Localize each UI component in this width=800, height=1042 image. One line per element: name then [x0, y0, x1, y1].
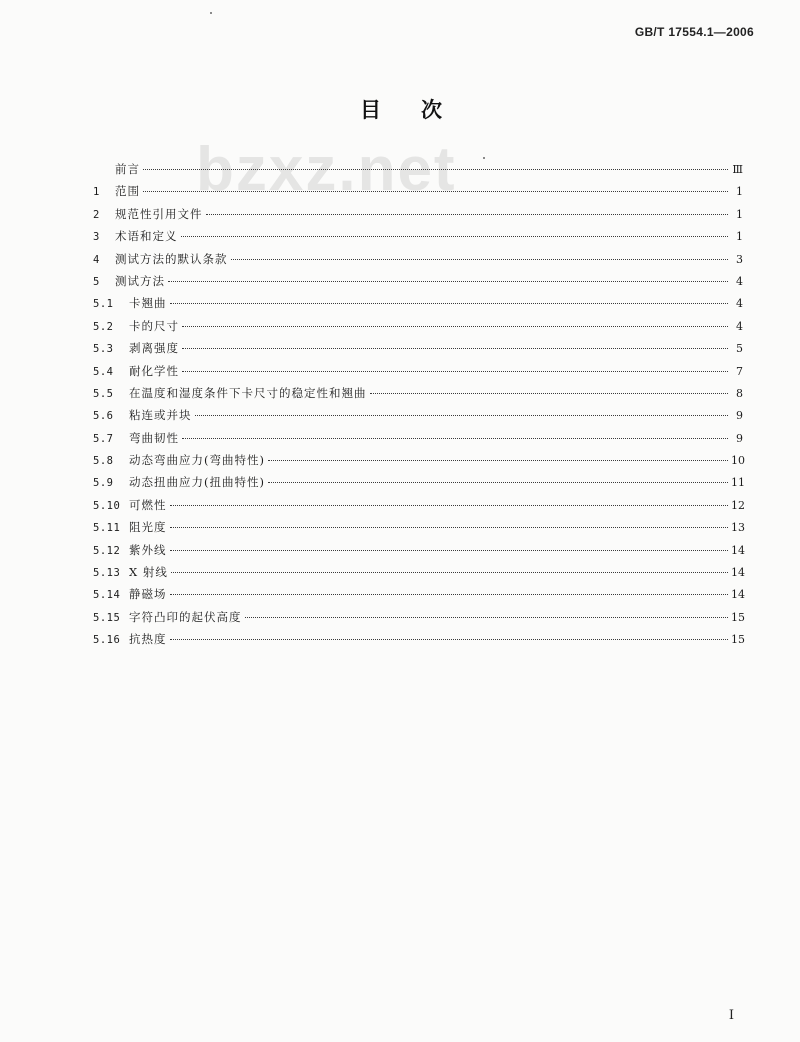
- toc-leader-dots: [182, 326, 728, 327]
- toc-entry-page: 15: [731, 633, 745, 647]
- toc-entry-page: 1: [736, 207, 743, 221]
- toc-entry-page: 14: [731, 543, 745, 557]
- toc-entry[interactable]: [93, 609, 743, 631]
- toc-entry-page: Ⅲ: [732, 163, 743, 176]
- scan-speck: [483, 157, 485, 159]
- toc-entry-number: 5.15: [93, 611, 121, 624]
- toc-entry-number: 3: [93, 231, 100, 244]
- toc-leader-dots: [181, 236, 729, 237]
- toc-entry-page: 5: [736, 342, 743, 356]
- toc-entry-page: 9: [736, 431, 743, 445]
- toc-entry[interactable]: [93, 161, 743, 183]
- toc-entry-title: 动态弯曲应力(弯曲特性): [129, 453, 265, 468]
- toc-entry[interactable]: [93, 206, 743, 228]
- toc-entry-page: 9: [736, 409, 743, 423]
- toc-entry-number: 2: [93, 208, 100, 221]
- page-number: I: [728, 1008, 734, 1023]
- toc-entry-page: 1: [736, 185, 743, 199]
- toc-entry-title: 卡的尺寸: [129, 318, 179, 333]
- toc-leader-dots: [370, 393, 729, 394]
- toc-entry-title: 弯曲韧性: [129, 430, 179, 445]
- toc-entry[interactable]: [93, 228, 743, 250]
- toc-entry[interactable]: [93, 273, 743, 295]
- toc-entry-number: 5.1: [93, 298, 114, 311]
- toc-entry-title: 抗热度: [129, 632, 167, 647]
- toc-entry-title: X 射线: [129, 565, 168, 580]
- toc-entry-page: 14: [731, 566, 745, 580]
- toc-entry[interactable]: [93, 497, 743, 519]
- toc-entry-page: 12: [731, 498, 745, 512]
- toc-entry-number: 5: [93, 275, 100, 288]
- toc-entry-number: 5.14: [93, 589, 121, 602]
- toc-entry-number: 5.10: [93, 499, 121, 512]
- toc-entry-number: 5.3: [93, 343, 114, 356]
- toc-entry-number: 5.8: [93, 455, 114, 468]
- toc-entry-page: 10: [731, 454, 745, 468]
- toc-entry-title: 测试方法: [115, 273, 165, 288]
- toc-entry[interactable]: [93, 340, 743, 362]
- toc-leader-dots: [182, 438, 728, 439]
- toc-entry[interactable]: [93, 295, 743, 317]
- toc-leader-dots: [171, 572, 728, 573]
- toc-leader-dots: [231, 259, 729, 260]
- toc-entry-title: 规范性引用文件: [115, 206, 203, 221]
- toc-leader-dots: [143, 169, 728, 170]
- toc-leader-dots: [170, 505, 729, 506]
- toc-entry-title: 范围: [115, 184, 140, 199]
- toc-leader-dots: [206, 214, 729, 215]
- toc-entry-number: 5.7: [93, 432, 114, 445]
- toc-entry-title: 粘连或并块: [129, 408, 192, 423]
- toc-entry-page: 8: [736, 386, 743, 400]
- watermark: bzxz.net: [196, 135, 457, 204]
- toc-entry-number: 4: [93, 253, 100, 266]
- toc-entry-title: 耐化学性: [129, 363, 179, 378]
- toc-entry-page: 4: [736, 274, 743, 288]
- toc-leader-dots: [170, 550, 729, 551]
- toc-leader-dots: [170, 594, 729, 595]
- toc-entry-page: 14: [731, 588, 745, 602]
- toc-entry-page: 13: [731, 521, 745, 535]
- toc-entry-number: 5.13: [93, 567, 121, 580]
- toc-entry-number: 5.6: [93, 410, 114, 423]
- toc-entry-number: 5.2: [93, 320, 114, 333]
- toc-entry-title: 阻光度: [129, 520, 167, 535]
- toc-title: 目次: [360, 97, 482, 122]
- toc-entry-page: 4: [736, 297, 743, 311]
- toc-leader-dots: [195, 415, 729, 416]
- toc-leader-dots: [143, 191, 728, 192]
- toc-entry-number: 1: [93, 186, 100, 199]
- toc-entry[interactable]: [93, 407, 743, 429]
- toc-entry-page: 4: [736, 319, 743, 333]
- toc-entry[interactable]: [93, 519, 743, 541]
- toc-entry-title: 可燃性: [129, 497, 167, 512]
- toc-entry-title: 在温度和湿度条件下卡尺寸的稳定性和翘曲: [129, 385, 367, 400]
- toc-leader-dots: [268, 482, 728, 483]
- toc-entry-title: 术语和定义: [115, 229, 178, 244]
- toc-entry-title: 测试方法的默认条款: [115, 251, 228, 266]
- toc-entry-title: 紫外线: [129, 542, 167, 557]
- toc-entry-title: 剥离强度: [129, 341, 179, 356]
- toc-leader-dots: [170, 639, 729, 640]
- toc-entry-page: 1: [736, 230, 743, 244]
- toc-entry[interactable]: [93, 183, 743, 205]
- toc-entry-number: 5.9: [93, 477, 114, 490]
- toc-leader-dots: [268, 460, 728, 461]
- toc-entry[interactable]: [93, 251, 743, 273]
- toc-entry-page: 11: [731, 476, 745, 490]
- scan-speck: [210, 12, 212, 14]
- toc-entry-number: 5.5: [93, 387, 114, 400]
- toc-entry-page: 3: [736, 252, 743, 266]
- toc-entry-title: 字符凸印的起伏高度: [129, 609, 242, 624]
- toc-leader-dots: [170, 303, 729, 304]
- toc-leader-dots: [170, 527, 729, 528]
- toc-entry[interactable]: [93, 631, 743, 653]
- standard-number: GB/T 17554.1—2006: [634, 25, 754, 39]
- toc-entry[interactable]: [93, 586, 743, 608]
- toc-entry-title: 动态扭曲应力(扭曲特性): [129, 475, 265, 490]
- toc-entry-page: 15: [731, 610, 745, 624]
- toc-entry[interactable]: [93, 363, 743, 385]
- toc-leader-dots: [168, 281, 728, 282]
- toc-entry[interactable]: [93, 430, 743, 452]
- toc-entry-title: 静磁场: [129, 587, 167, 602]
- toc-entry[interactable]: [93, 385, 743, 407]
- toc-entry-number: 5.12: [93, 544, 121, 557]
- toc-leader-dots: [245, 617, 729, 618]
- toc-entry[interactable]: [93, 474, 743, 496]
- toc-entry-page: 7: [736, 364, 743, 378]
- toc-entry[interactable]: [93, 452, 743, 474]
- toc-entry-number: 5.11: [93, 522, 121, 535]
- toc-entry[interactable]: [93, 542, 743, 564]
- toc-leader-dots: [182, 371, 728, 372]
- toc-entry[interactable]: [93, 318, 743, 340]
- toc-leader-dots: [182, 348, 728, 349]
- table-of-contents: [93, 161, 743, 654]
- toc-entry[interactable]: [93, 564, 743, 586]
- toc-entry-title: 卡翘曲: [129, 296, 167, 311]
- toc-entry-number: 5.4: [93, 365, 114, 378]
- toc-entry-number: 5.16: [93, 634, 121, 647]
- toc-entry-title: 前言: [115, 162, 140, 176]
